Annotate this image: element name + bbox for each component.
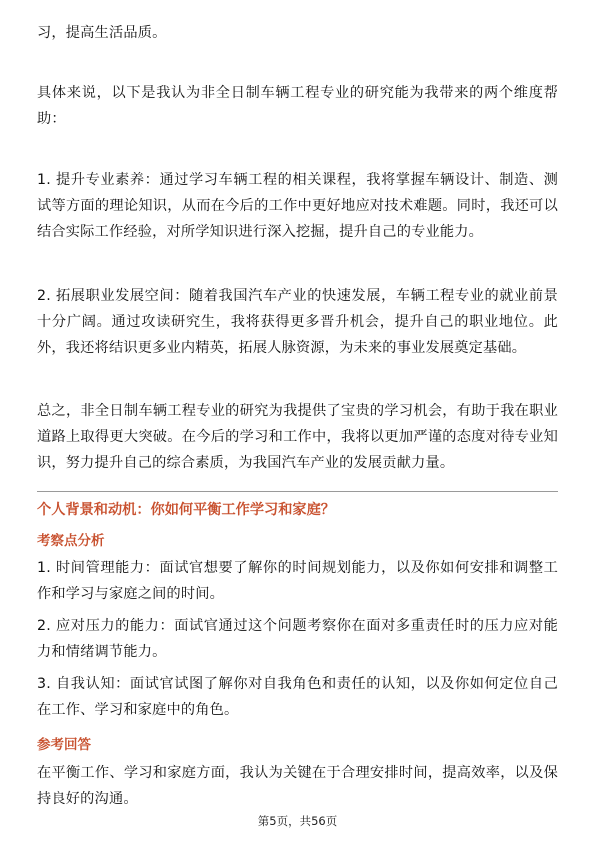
paragraph-summary: 总之，非全日制车辆工程专业的研究为我提供了宝贵的学习机会，有助于我在职业道路上取得更大突破。在今后的学习和工作中，我将以更加严谨的态度对待专业知识，努力提升自己的综合素质，为我国汽车产业的发展贡献力量。 [37,403,558,471]
section-divider [37,491,558,492]
paragraph-point-1: 1. 提升专业素养：通过学习车辆工程的相关课程，我将掌握车辆设计、制造、测试等方面的理论知识，从而在今后的工作中更好地应对技术难题。同时，我还可以结合实际工作经验，对所学知识进行深入挖掘，提升自己的专业能力。 [37,172,558,240]
analysis-point-2: 2. 应对压力的能力：面试官通过这个问题考察你在面对多重责任时的压力应对能力和情绪调节能力。 [37,618,558,660]
analysis-title: 考察点分析 [37,533,105,549]
analysis-point-1: 1. 时间管理能力：面试官想要了解你的时间规划能力，以及你如何安排和调整工作和学习与家庭之间的时间。 [37,560,558,602]
answer-title: 参考回答 [37,737,91,753]
paragraph-point-2: 2. 拓展职业发展空间：随着我国汽车产业的快速发展，车辆工程专业的就业前景十分广阔。通过攻读研究生，我将获得更多晋升机会，提升自己的职业地位。此外，我还将结识更多业内精英，拓展人脉资源，为未来的事业发展奠定基础。 [37,288,558,356]
analysis-point-3: 3. 自我认知：面试官试图了解你对自我角色和责任的认知，以及你如何定位自己在工作、学习和家庭中的角色。 [37,676,558,718]
paragraph-intro-end: 习，提高生活品质。 [37,25,167,41]
answer-text: 在平衡工作、学习和家庭方面，我认为关键在于合理安排时间，提高效率，以及保持良好的沟通。 [37,765,558,807]
question-heading: 个人背景和动机：你如何平衡工作学习和家庭？ [37,502,335,518]
paragraph-overview: 具体来说，以下是我认为非全日制车辆工程专业的研究能为我带来的两个维度帮助： [37,85,558,127]
page-number-footer: 第5页，共56页 [257,814,338,828]
